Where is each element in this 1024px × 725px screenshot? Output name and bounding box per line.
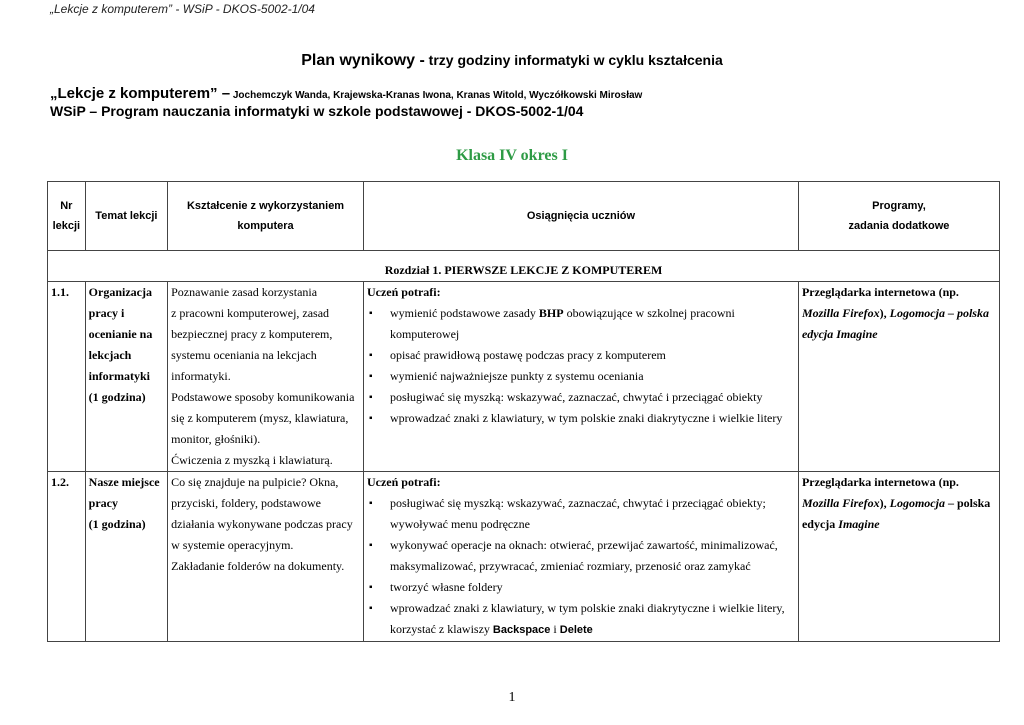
ksztalcenie-line: Zakładanie folderów na dokumenty. — [171, 559, 345, 573]
lesson-topic — [85, 282, 167, 472]
ksztalcenie-line: Co się znajduje na pulpicie? Okna, — [171, 475, 339, 489]
class-heading: Klasa IV okres I — [456, 147, 568, 164]
lesson-outcomes — [363, 282, 798, 472]
ksztalcenie-line: bezpiecznej pracy z komputerem, — [171, 327, 333, 341]
header-ksztalcenie — [168, 182, 364, 251]
ksztalcenie-line: Podstawowe sposoby komunikowania — [171, 390, 355, 404]
list-item: ▪ posługiwać się myszką: wskazywać, zaznaczać, chwytać i przeciągać obiekty; wywoływać menu podręczne — [367, 493, 795, 535]
outcomes-intro: Uczeń potrafi: — [366, 475, 441, 489]
authors-names: Jochemczyk Wanda, Krajewska-Kranas Iwona, Kranas Witold, Wyczółkowski Mirosław — [230, 90, 643, 101]
header-nr-line1: Nr — [60, 200, 73, 212]
ksztalcenie-line: Ćwiczenia z myszką i klawiaturą. — [171, 453, 333, 467]
topic-line: (1 godzina) — [88, 517, 146, 531]
header-ksztalcenie-line2: komputera — [237, 220, 294, 232]
lesson-programs: Przeglądarka internetowa (np. Mozilla Firefox), Logomocja – polska edycja Imagine — [798, 282, 999, 472]
header-programy-line1: Programy, — [872, 200, 926, 212]
topic-line: informatyki — [88, 369, 150, 383]
ksztalcenie-line: się z komputerem (mysz, klawiatura, — [171, 411, 349, 425]
ksztalcenie-line: informatyki. — [171, 369, 231, 383]
list-item: ▪ wykonywać operacje na oknach: otwierać, przewijać zawartość, minimalizować, maksymalizować, przywracać, zmieniać rozmiary, przenosić oraz zamykać — [367, 535, 795, 577]
lesson-ksztalcenie — [168, 472, 364, 642]
header-programy-line2: zadania dodatkowe — [848, 220, 950, 232]
outcomes-list — [367, 303, 795, 429]
book-title: „Lekcje z komputerem” – — [50, 85, 231, 102]
running-header: „Lekcje z komputerem” - WSiP - DKOS-5002-1/04 — [50, 2, 315, 16]
topic-line: pracy i — [88, 306, 125, 320]
ksztalcenie-line: działania wykonywane podczas pracy — [171, 517, 353, 531]
list-item: ▪ wprowadzać znaki z klawiatury, w tym polskie znaki diakrytyczne i wielkie litery — [367, 408, 795, 429]
list-item: ▪ wymienić najważniejsze punkty z systemu oceniania — [367, 366, 795, 387]
ksztalcenie-line: w systemie operacyjnym. — [171, 538, 294, 552]
title-main: Plan wynikowy - — [301, 52, 425, 69]
title-sub: trzy godziny informatyki w cyklu kształcenia — [424, 52, 723, 68]
lesson-number: 1.1. — [48, 282, 86, 472]
page-title — [0, 52, 1024, 70]
header-temat: Temat lekcji — [85, 182, 167, 251]
ksztalcenie-line: monitor, głośniki). — [171, 432, 261, 446]
topic-line: (1 godzina) — [88, 390, 146, 404]
table-row — [48, 472, 1000, 642]
ksztalcenie-line: Poznawanie zasad korzystania — [171, 285, 318, 299]
lesson-programs: Przeglądarka internetowa (np. Mozilla Firefox), Logomocja – polska edycja Imagine — [798, 472, 999, 642]
header-nr — [48, 182, 86, 251]
outcomes-list — [367, 493, 795, 641]
list-item: ▪ opisać prawidłową postawę podczas pracy z komputerem — [367, 345, 795, 366]
header-ksztalcenie-line1: Kształcenie z wykorzystaniem — [186, 200, 345, 212]
list-item: ▪ wymienić podstawowe zasady BHP obowiązujące w szkolnej pracowni komputerowej — [367, 303, 795, 345]
plan-table — [47, 181, 1000, 642]
ksztalcenie-line: z pracowni komputerowej, zasad — [171, 306, 330, 320]
lesson-outcomes — [363, 472, 798, 642]
table-header-row — [48, 182, 1000, 251]
header-programy — [798, 182, 999, 251]
header-osiagniecia: Osiągnięcia uczniów — [363, 182, 798, 251]
list-item: ▪ posługiwać się myszką: wskazywać, zaznaczać, chwytać i przeciągać obiekty — [367, 387, 795, 408]
section-row — [48, 251, 1000, 282]
ksztalcenie-line: systemu oceniania na lekcjach — [171, 348, 317, 362]
topic-line: lekcjach — [88, 348, 132, 362]
authors-line — [50, 85, 642, 102]
topic-line: Organizacja — [88, 285, 152, 299]
page-number: 1 — [508, 690, 516, 705]
ksztalcenie-line: przyciski, foldery, podstawowe — [171, 496, 321, 510]
section-title: Rozdział 1. PIERWSZE LEKCJE Z KOMPUTEREM — [48, 251, 1000, 282]
lesson-topic — [85, 472, 167, 642]
lesson-number: 1.2. — [48, 472, 86, 642]
outcomes-intro: Uczeń potrafi: — [366, 285, 441, 299]
topic-line: Nasze miejsce — [88, 475, 160, 489]
header-nr-line2: lekcji — [52, 220, 81, 232]
program-line: WSiP – Program nauczania informatyki w szkole podstawowej - DKOS-5002-1/04 — [50, 103, 584, 119]
lesson-ksztalcenie — [168, 282, 364, 472]
table-row — [48, 282, 1000, 472]
list-item: ▪ tworzyć własne foldery — [367, 577, 795, 598]
topic-line: ocenianie na — [88, 327, 153, 341]
topic-line: pracy — [88, 496, 118, 510]
list-item: ▪ wprowadzać znaki z klawiatury, w tym polskie znaki diakrytyczne i wielkie litery, korzystać z klawiszy Backspace i Delete — [367, 598, 795, 641]
